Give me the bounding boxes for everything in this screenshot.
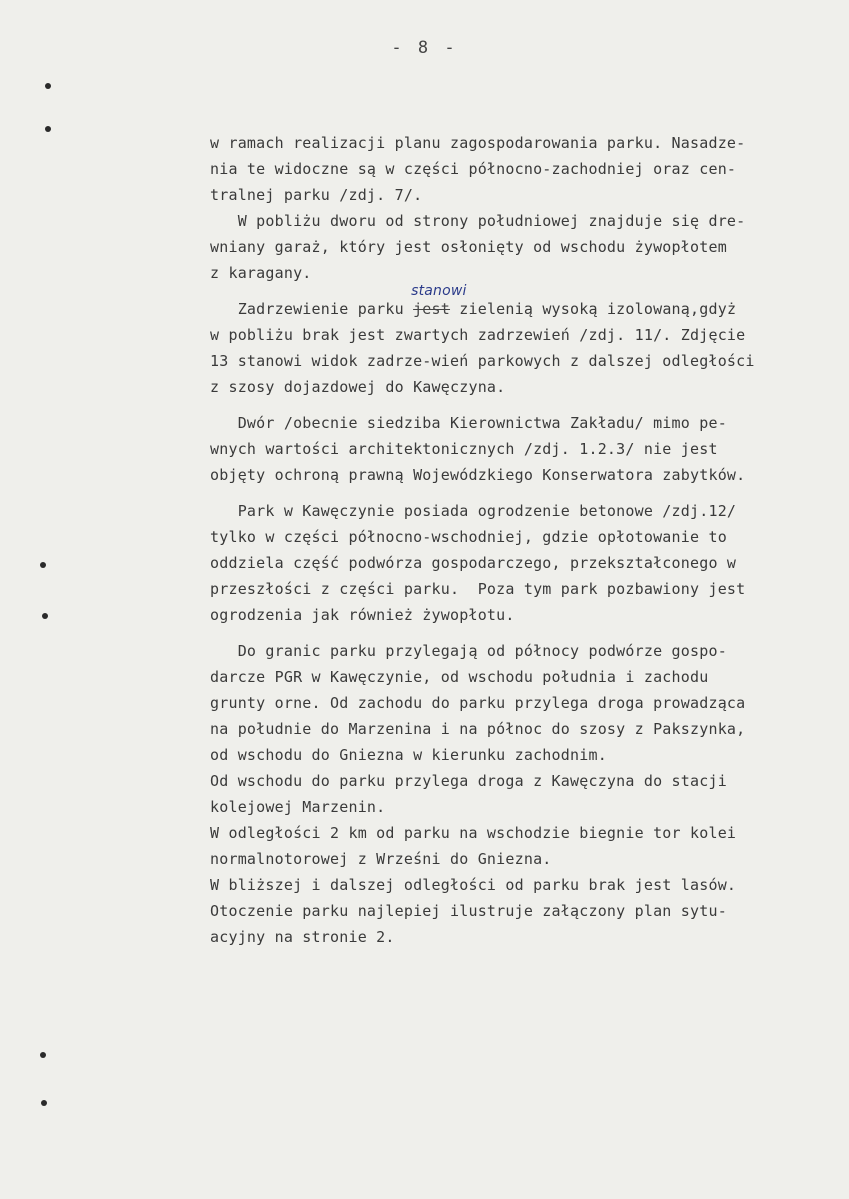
text-line: W bliższej i dalszej odległości od parku brak jest lasów. [210,876,737,894]
handwritten-insertion: stanowi [411,283,467,299]
text-line: Do granic parku przylegają od północy podwórze gospo- [210,642,727,660]
punch-hole-mark [42,613,48,619]
text-line: kolejowej Marzenin. [210,798,386,816]
punch-hole-mark [40,1052,46,1058]
text-line: tylko w części północno-wschodniej, gdzie opłotowanie to [210,528,727,546]
text-line: 13 stanowi widok zadrze-wień parkowych z dalszej odległości [210,352,755,370]
text-line: acyjny na stronie 2. [210,928,395,946]
text-line: W odległości 2 km od parku na wschodzie biegnie tor kolei [210,824,737,842]
paragraph [210,638,830,950]
text-line-with-correction [210,283,830,322]
text-line: przeszłości z części parku. Poza tym park pozbawiony jest [210,580,746,598]
text-line: grunty orne. Od zachodu do parku przylega droga prowadząca [210,694,746,712]
text-line: Otoczenie parku najlepiej ilustruje załączony plan sytu- [210,902,727,920]
text-line: darcze PGR w Kawęczynie, od wschodu południa i zachodu [210,668,709,686]
text-line: objęty ochroną prawną Wojewódzkiego Konserwatora zabytków. [210,466,746,484]
text-line: na południe do Marzenina i na północ do szosy z Pakszynka, [210,720,746,738]
paragraph [210,130,830,208]
punch-hole-mark [41,1100,47,1106]
text-line: oddziela część podwórza gospodarczego, przekształconego w [210,554,737,572]
text-line: W pobliżu dworu od strony południowej znajduje się dre- [210,212,746,230]
paragraph [210,410,830,488]
text-line: od wschodu do Gniezna w kierunku zachodnim. [210,746,607,764]
body-text [210,130,830,950]
paragraph [210,498,830,628]
handwritten-correction [411,283,467,322]
text-line: Park w Kawęczynie posiada ogrodzenie betonowe /zdj.12/ [210,502,737,520]
struck-word: jest [413,300,451,318]
text-line: normalnotorowej z Wrześni do Gniezna. [210,850,552,868]
text-line: z szosy dojazdowej do Kawęczyna. [210,378,506,396]
text-fragment: zielenią wysoką izolowaną,gdyż [450,300,737,318]
paragraph [210,283,830,400]
page-number: - 8 - [391,38,458,58]
paragraph [210,208,830,286]
punch-hole-mark [45,83,51,89]
text-line: wnych wartości architektonicznych /zdj. 1.2.3/ nie jest [210,440,718,458]
text-line: w pobliżu brak jest zwartych zadrzewień /zdj. 11/. Zdjęcie [210,326,746,344]
text-line: Od wschodu do parku przylega droga z Kawęczyna do stacji [210,772,727,790]
text-line: z karagany. [210,264,312,282]
text-line: tralnej parku /zdj. 7/. [210,186,423,204]
text-line: ogrodzenia jak również żywopłotu. [210,606,515,624]
text-fragment: Zadrzewienie parku [210,300,414,318]
text-line: wniany garaż, który jest osłonięty od wschodu żywopłotem [210,238,727,256]
text-line: w ramach realizacji planu zagospodarowania parku. Nasadze- [210,134,746,152]
punch-hole-mark [40,562,46,568]
text-line: Dwór /obecnie siedziba Kierownictwa Zakładu/ mimo pe- [210,414,727,432]
punch-hole-mark [45,126,51,132]
text-line: nia te widoczne są w części północno-zachodniej oraz cen- [210,160,737,178]
